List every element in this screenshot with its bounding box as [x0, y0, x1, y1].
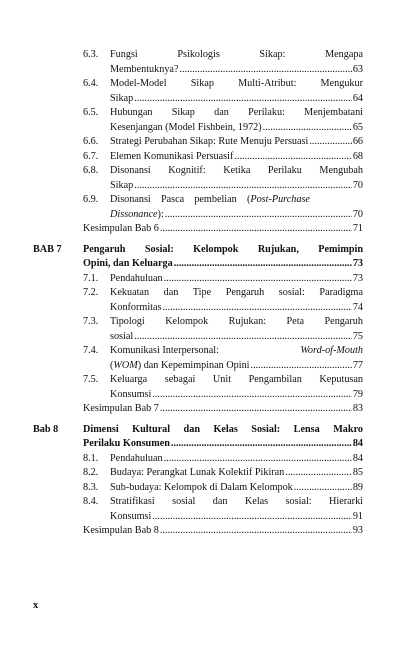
entry-title: Pendahuluan — [110, 452, 163, 464]
chapter-title: Pengaruh Sosial: Kelompok Rujukan, Pemimpin — [83, 243, 363, 255]
entry-number: 6.7. — [83, 150, 99, 162]
toc-entry-6-4[interactable] — [0, 77, 403, 92]
dot-leader — [164, 272, 352, 287]
toc-entry-7-5[interactable] — [0, 373, 403, 388]
entry-title-cont: sosial — [110, 330, 134, 342]
summary-title: Kesimpulan Bab 8 — [83, 525, 159, 536]
entry-title-cont: Membentuknya? — [110, 63, 179, 75]
toc-entry-7-3[interactable] — [0, 315, 403, 330]
entry-title-cont: Konsumsi — [110, 388, 152, 400]
entry-title: Kekuatan dan Tipe Pengaruh sosial: Paradigma — [110, 287, 363, 298]
page-number: 77 — [352, 359, 363, 371]
dot-leader — [263, 121, 352, 136]
entry-title: Sub-budaya: Kelompok di Dalam Kelompok — [110, 481, 293, 493]
summary-title: Kesimpulan Bab 6 — [83, 223, 159, 234]
entry-title: Fungsi Psikologis Sikap: Mengapa — [110, 49, 363, 60]
toc-entry-7-4[interactable] — [0, 344, 403, 359]
toc-entry-6-5[interactable] — [0, 106, 403, 121]
page-number: 68 — [352, 150, 363, 162]
toc-summary-bab-8[interactable] — [0, 524, 403, 539]
chapter-title-cont: Perilaku Konsumen — [83, 438, 170, 449]
dot-leader — [234, 150, 351, 165]
entry-number: 7.2. — [83, 287, 99, 298]
toc-entry-7-1[interactable] — [0, 272, 403, 287]
page-number: 91 — [352, 510, 363, 522]
page-number: 75 — [352, 330, 363, 342]
entry-title: Elemen Komunikasi Persuasif — [110, 150, 234, 162]
dot-leader — [163, 301, 352, 316]
entry-number: 6.9. — [83, 194, 99, 205]
entry-title: Model-Model Sikap Multi-Atribut: Mengukur — [110, 78, 363, 89]
entry-title-cont: Kesenjangan (Model Fishbein, 1972) — [110, 121, 262, 133]
entry-number: 6.4. — [83, 78, 99, 89]
page-number: 74 — [352, 301, 363, 313]
entry-title-italic: Post-Purchase — [250, 194, 310, 205]
toc-entry-6-3[interactable] — [0, 48, 403, 63]
page-number: 89 — [352, 481, 363, 493]
dot-leader — [285, 466, 352, 481]
chapter-title-cont: Opini, dan Keluarga — [83, 258, 173, 269]
page-number: 85 — [352, 467, 363, 478]
entry-title: Strategi Perubahan Sikap: Rute Menuju Persuasi — [110, 136, 309, 147]
chapter-label: BAB 7 — [33, 243, 62, 255]
entry-number: 7.3. — [83, 316, 99, 327]
entry-number: 8.4. — [83, 496, 99, 507]
dot-leader — [152, 388, 351, 403]
entry-title: Komunikasi Interpersonal: — [110, 345, 219, 356]
page-number: 64 — [352, 92, 363, 104]
entry-number: 6.6. — [83, 136, 99, 147]
entry-number: 8.3. — [83, 481, 99, 493]
entry-number: 8.1. — [83, 452, 99, 464]
entry-title-cont: Konformitas — [110, 301, 162, 313]
page-number: 66 — [352, 136, 363, 147]
toc-entry-8-2[interactable] — [0, 466, 403, 481]
entry-title-cont: Konsumsi — [110, 510, 152, 522]
page-folio: x — [33, 600, 39, 611]
entry-title-cont: Sikap — [110, 179, 134, 191]
dot-leader — [174, 257, 352, 272]
toc-entry-6-6[interactable] — [0, 135, 403, 150]
page-number: 84 — [352, 452, 363, 464]
entry-number: 7.4. — [83, 345, 99, 356]
toc-summary-bab-7[interactable] — [0, 402, 403, 417]
page-number: 63 — [352, 63, 363, 75]
chapter-title: Dimensi Kultural dan Kelas Sosial: Lensa Makro — [83, 423, 363, 435]
toc-entry-8-3[interactable] — [0, 481, 403, 496]
page-number: 79 — [352, 388, 363, 400]
entry-title-italic: Word-of-Mouth — [300, 345, 363, 356]
entry-title-italic: Dissonance — [110, 208, 158, 220]
dot-leader — [160, 524, 352, 539]
dot-leader — [134, 92, 352, 107]
page-number: 70 — [352, 208, 363, 220]
dot-leader — [171, 437, 352, 452]
toc-chapter-7[interactable] — [0, 243, 403, 258]
entry-title: Tipologi Kelompok Rujukan: Peta Pengaruh — [110, 316, 363, 327]
page-number: 71 — [352, 223, 363, 234]
toc-summary-bab-6[interactable] — [0, 222, 403, 237]
dot-leader — [164, 452, 352, 467]
toc-entry-8-1[interactable] — [0, 452, 403, 467]
page-number: 83 — [352, 403, 363, 414]
page-number: 73 — [352, 258, 363, 269]
page-number: 84 — [352, 438, 363, 449]
summary-title: Kesimpulan Bab 7 — [83, 403, 159, 414]
entry-title: Stratifikasi sosial dan Kelas sosial: Hierarki — [110, 496, 363, 507]
toc-entry-8-4[interactable] — [0, 495, 403, 510]
dot-leader — [179, 63, 351, 78]
dot-leader — [160, 222, 352, 237]
toc-entry-6-8[interactable] — [0, 164, 403, 179]
entry-title: Pendahuluan — [110, 272, 163, 284]
entry-title: Hubungan Sikap dan Perilaku: Menjembatani — [110, 107, 363, 118]
dot-leader — [165, 208, 352, 223]
entry-number: 6.5. — [83, 107, 99, 118]
entry-title-cont: Sikap — [110, 92, 134, 104]
toc-entry-6-7[interactable] — [0, 150, 403, 165]
toc-entry-6-9[interactable] — [0, 193, 403, 208]
entry-number: 7.5. — [83, 374, 99, 385]
page-number: 70 — [352, 179, 363, 191]
entry-title: Budaya: Perangkat Lunak Kolektif Pikiran — [110, 467, 285, 478]
entry-title: Disonansi Pasca pembelian ( — [110, 194, 251, 205]
entry-title-italic: WOM — [113, 359, 138, 371]
table-of-contents: 6.3. Fungsi Psikologis Sikap: Mengapa Membentuknya? ..... 63 6.4. Model-Model Sikap Multi-Atribut: Mengukur Sikap ..... 64 6.5. Hubungan Sikap dan Perilaku: Menjembatani Kesenjangan (Model Fishbein, 1972) ..... 65 6.6. Strategi Perubahan Sikap: Rute Menuju Persuasi ..... 66 6.7. Elemen Komunikasi Persuasif ..... 68 6.8. Disonansi Kognitif: Ketika Perilaku Mengubah Sikap ..... 70 6.9. Disonansi Pasca pembelian (Post-Purchase Dissonance): ..... 70 Kesimpulan Bab 6 ..... 71 BAB 7 Pengaruh Sosial: Kelompok Rujukan, Pemimpin Opini, dan Keluarga ..... 73 7.1. Pendahuluan ..... 73 7.2. Kekuatan dan Tipe Pengaruh sosial: Paradigma Konformitas ..... 74 7.3. Tipologi Kelompok Rujukan: Peta Pengaruh sosial ..... 75 7.4. Komunikasi Interpersonal: Word-of-Mouth (WOM) dan Kepemimpinan Opini ..... 77 7.5. Keluarga sebagai Unit Pengambilan Keputusan Konsumsi ..... 79 Kesimpulan Bab 7 ..... 83 Bab 8 Dimensi Kultural dan Kelas Sosial: Lensa Makro Perilaku Konsumen ..... 84 8.1. Pendahuluan ..... 84 8.2. Budaya: Perangkat Lunak Kolektif Pikiran ..... 85 8.3. Sub-budaya: Kelompok di Dalam Kelompok ..... 89 8.4. Stratifikasi sosial dan Kelas sosial: Hierarki Konsumsi ..... 91 Kesimpulan Bab 8 ..... 93 — [0, 48, 403, 539]
entry-number: 6.8. — [83, 165, 99, 176]
dot-leader — [160, 402, 352, 417]
entry-title-cont: ): — [157, 208, 164, 220]
entry-number: 6.3. — [83, 49, 99, 60]
toc-entry-7-2[interactable] — [0, 286, 403, 301]
entry-title-cont: ) dan Kepemimpinan Opini — [137, 359, 250, 371]
page-number: 73 — [352, 272, 363, 284]
entry-number: 8.2. — [83, 467, 99, 478]
page-number: 93 — [352, 525, 363, 536]
dot-leader — [134, 330, 352, 345]
dot-leader — [309, 135, 351, 150]
dot-leader — [251, 359, 352, 374]
page-number: 65 — [352, 121, 363, 133]
toc-chapter-8[interactable] — [0, 423, 403, 438]
entry-title: Keluarga sebagai Unit Pengambilan Keputusan — [110, 374, 363, 385]
entry-title: Disonansi Kognitif: Ketika Perilaku Mengubah — [110, 165, 363, 176]
dot-leader — [294, 481, 352, 496]
entry-number: 7.1. — [83, 272, 99, 284]
dot-leader — [134, 179, 352, 194]
chapter-label: Bab 8 — [33, 423, 59, 435]
dot-leader — [152, 510, 351, 525]
